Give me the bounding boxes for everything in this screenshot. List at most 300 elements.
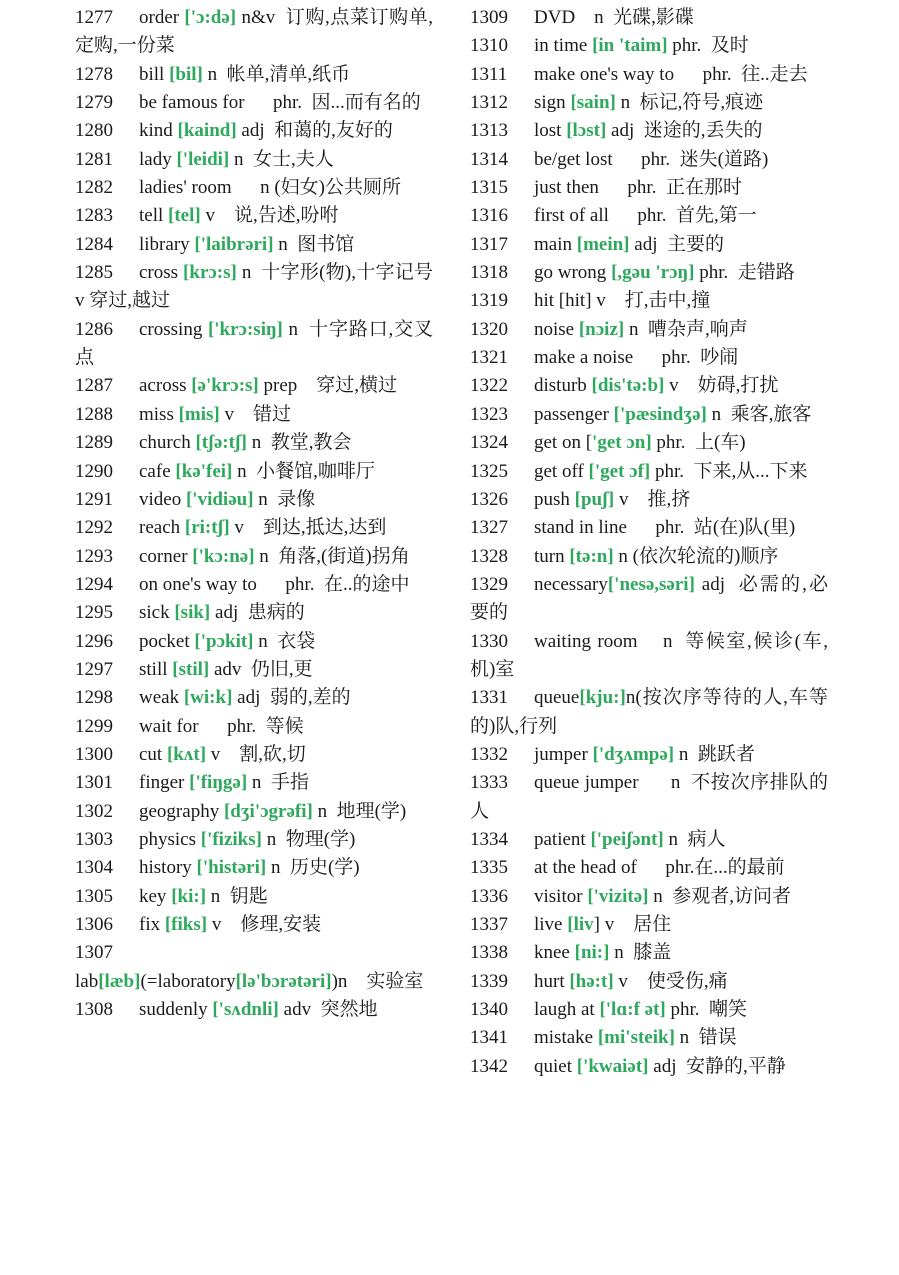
entry-number: 1303 bbox=[75, 828, 113, 850]
entry-text: n 女士,夫人 bbox=[229, 148, 334, 170]
phonetic-transcription: [tel] bbox=[168, 205, 201, 227]
vocab-entry bbox=[470, 174, 828, 202]
entry-text: ] v 居住 bbox=[593, 914, 672, 935]
entry-text: queue bbox=[534, 687, 580, 709]
entry-number: 1337 bbox=[470, 914, 508, 935]
entry-text: adj 迷途的,丢失的 bbox=[606, 120, 763, 142]
entry-text: make one's way to phr. 往..走去 bbox=[534, 63, 808, 85]
entry-number: 1314 bbox=[470, 148, 508, 170]
vocab-entry bbox=[470, 344, 828, 372]
entry-number: 1277 bbox=[75, 7, 113, 28]
entry-number: 1283 bbox=[75, 205, 113, 227]
entry-text: v 修理,安装 bbox=[207, 914, 322, 935]
entry-text: turn bbox=[534, 545, 570, 567]
vocab-entry bbox=[75, 61, 433, 89]
entry-text: suddenly bbox=[139, 999, 213, 1021]
entry-text: in time bbox=[534, 35, 593, 57]
entry-text: go wrong bbox=[534, 262, 612, 284]
entry-text: waiting room n 等候室,候诊(车,机)室 bbox=[470, 630, 828, 680]
entry-number: 1331 bbox=[470, 687, 508, 709]
vocab-entry bbox=[470, 316, 828, 344]
vocab-entry bbox=[470, 458, 828, 486]
entry-text: reach bbox=[139, 517, 185, 539]
entry-number: 1279 bbox=[75, 92, 113, 114]
phonetic-transcription: [puʃ] bbox=[574, 488, 615, 510]
vocab-entry bbox=[75, 854, 433, 882]
entry-text: necessary bbox=[534, 573, 608, 595]
entry-text: phr. 及时 bbox=[667, 35, 749, 57]
phonetic-transcription: ['fiziks] bbox=[200, 828, 262, 850]
entry-number: 1305 bbox=[75, 885, 113, 907]
phonetic-transcription: [krɔ:s] bbox=[183, 262, 237, 284]
vocab-entry bbox=[75, 458, 433, 486]
entry-number: 1291 bbox=[75, 488, 113, 510]
entry-text: ladies' room n (妇女)公共厕所 bbox=[139, 177, 402, 199]
entry-number: 1304 bbox=[75, 857, 113, 879]
entry-text: v 错过 bbox=[219, 403, 292, 425]
entry-text: pocket bbox=[139, 630, 195, 652]
entry-text: laugh at bbox=[534, 999, 600, 1021]
vocab-entry bbox=[470, 543, 828, 571]
phonetic-transcription: [bil] bbox=[169, 63, 203, 85]
entry-text: n 衣袋 bbox=[253, 630, 316, 652]
entry-text: queue jumper n 不按次序排队的人 bbox=[470, 772, 828, 822]
entry-text: crossing bbox=[139, 318, 208, 340]
phonetic-transcription: ['sʌdnli] bbox=[212, 999, 279, 1021]
phonetic-transcription: ['vizitə] bbox=[587, 885, 649, 907]
entry-number: 1294 bbox=[75, 573, 113, 595]
vocab-entry bbox=[75, 996, 433, 1024]
vocab-entry bbox=[75, 174, 433, 202]
entry-text: v 到达,抵达,达到 bbox=[229, 517, 387, 539]
vocab-entry bbox=[75, 713, 433, 741]
entry-text: n 录像 bbox=[253, 488, 316, 510]
vocab-entry bbox=[470, 826, 828, 854]
entry-text: patient bbox=[534, 828, 591, 850]
entry-number: 1284 bbox=[75, 233, 113, 255]
vocab-entry bbox=[470, 146, 828, 174]
entry-text: v 使受伤,痛 bbox=[613, 970, 728, 992]
entry-text: history bbox=[139, 857, 197, 879]
phonetic-transcription: ['get ɔf] bbox=[588, 460, 651, 482]
phonetic-transcription: ['dʒʌmpə] bbox=[592, 743, 675, 765]
phonetic-transcription: [ki:] bbox=[171, 885, 207, 907]
entry-number: 1306 bbox=[75, 914, 113, 935]
entry-number: 1321 bbox=[470, 347, 508, 369]
phonetic-transcription: ['vidiəu] bbox=[185, 488, 254, 510]
entry-text: adv 突然地 bbox=[278, 999, 378, 1021]
entry-text: n (依次轮流的)顺序 bbox=[613, 545, 779, 567]
entry-text: n 角落,(街道)拐角 bbox=[254, 545, 410, 567]
vocab-entry bbox=[75, 429, 433, 457]
entry-number: 1319 bbox=[470, 290, 508, 312]
entry-text: adj 弱的,差的 bbox=[232, 687, 351, 709]
entry-number: 1312 bbox=[470, 92, 508, 114]
entry-text: n 参观者,访问者 bbox=[648, 885, 792, 907]
phonetic-transcription: [dʒi'ɔgrəfi] bbox=[223, 800, 313, 822]
vocab-entry bbox=[75, 231, 433, 259]
entry-text: cross bbox=[139, 262, 184, 284]
entry-text: n 乘客,旅客 bbox=[706, 403, 812, 425]
vocab-entry bbox=[75, 628, 433, 656]
vocab-entry bbox=[75, 372, 433, 400]
entry-text: video bbox=[139, 488, 186, 510]
phonetic-transcription: ['kɔ:nə] bbox=[192, 545, 255, 567]
vocab-entry bbox=[75, 939, 433, 996]
vocab-entry bbox=[75, 656, 433, 684]
vocab-entry bbox=[75, 883, 433, 911]
entry-text: key bbox=[139, 885, 172, 907]
phonetic-transcription: 'get ɔn] bbox=[592, 432, 652, 454]
entry-text: just then phr. 正在那时 bbox=[534, 177, 742, 199]
vocab-entry bbox=[470, 741, 828, 769]
entry-number: 1301 bbox=[75, 772, 113, 794]
entry-text: lady bbox=[139, 148, 177, 170]
entry-number: 1309 bbox=[470, 7, 508, 28]
entry-text: lab bbox=[75, 970, 99, 992]
entry-text: get off bbox=[534, 460, 589, 482]
entry-text: adj 和蔼的,友好的 bbox=[236, 120, 393, 142]
entry-text: n 十字形(物),十字记号 v 穿过,越过 bbox=[75, 262, 471, 312]
entry-number: 1281 bbox=[75, 148, 113, 170]
entry-text: adj 主要的 bbox=[629, 233, 724, 255]
entry-number: 1317 bbox=[470, 233, 508, 255]
phonetic-transcription: ['fiŋgə] bbox=[189, 772, 248, 794]
phonetic-transcription: [ə'krɔ:s] bbox=[191, 375, 259, 397]
entry-text: order bbox=[139, 7, 185, 28]
phonetic-transcription: [sik] bbox=[174, 602, 211, 624]
vocabulary-column-left bbox=[75, 4, 471, 1024]
phonetic-transcription: [ri:tʃ] bbox=[184, 517, 230, 539]
entry-text: phr. 走错路 bbox=[694, 262, 795, 284]
entry-text: )n 实验室 bbox=[331, 970, 424, 992]
entry-text: phr. 下来,从...下来 bbox=[650, 460, 808, 482]
vocab-entry bbox=[470, 769, 828, 826]
phonetic-transcription: [wi:k] bbox=[183, 687, 233, 709]
entry-text: hurt bbox=[534, 970, 570, 992]
entry-number: 1336 bbox=[470, 885, 508, 907]
entry-text: DVD n 光碟,影碟 bbox=[534, 7, 694, 28]
entry-text: get on [ bbox=[534, 432, 593, 454]
vocab-entry bbox=[470, 1024, 828, 1052]
entry-text: v 推,挤 bbox=[614, 488, 691, 510]
phonetic-transcription: [kʌt] bbox=[166, 743, 207, 765]
phonetic-transcription: ['laibrəri] bbox=[194, 233, 274, 255]
entry-number: 1326 bbox=[470, 488, 508, 510]
vocab-entry bbox=[470, 911, 828, 939]
vocab-entry bbox=[470, 89, 828, 117]
phonetic-transcription: [dis'tə:b] bbox=[591, 375, 665, 397]
entry-text: visitor bbox=[534, 885, 588, 907]
vocab-entry bbox=[75, 146, 433, 174]
entry-text: jumper bbox=[534, 743, 593, 765]
phonetic-transcription: [liv bbox=[567, 914, 594, 935]
phonetic-transcription: ['nesə,səri] bbox=[607, 573, 695, 595]
vocab-entry bbox=[470, 202, 828, 230]
vocab-entry bbox=[470, 32, 828, 60]
entry-text: church bbox=[139, 432, 196, 454]
entry-text: make a noise phr. 吵闹 bbox=[534, 347, 739, 369]
phonetic-transcription: [tə:n] bbox=[569, 545, 614, 567]
vocab-entry bbox=[75, 543, 433, 571]
phonetic-transcription: ['leidi] bbox=[176, 148, 230, 170]
vocab-entry bbox=[75, 769, 433, 797]
vocab-entry bbox=[470, 968, 828, 996]
phonetic-transcription: [in 'taim] bbox=[592, 35, 668, 57]
phonetic-transcription: ['lɑ:f ət] bbox=[599, 999, 666, 1021]
entry-number: 1285 bbox=[75, 262, 113, 284]
vocab-entry bbox=[75, 741, 433, 769]
vocab-entry bbox=[470, 628, 828, 685]
phonetic-transcription: [,gəu 'rɔŋ] bbox=[611, 262, 695, 284]
entry-text: v 割,砍,切 bbox=[206, 743, 306, 765]
entry-text: adj 安静的,平静 bbox=[648, 1055, 786, 1077]
entry-number: 1333 bbox=[470, 772, 508, 794]
entry-text: on one's way to phr. 在..的途中 bbox=[139, 573, 410, 595]
entry-number: 1300 bbox=[75, 743, 113, 765]
entry-number: 1310 bbox=[470, 35, 508, 57]
entry-number: 1282 bbox=[75, 177, 113, 199]
entry-text: disturb bbox=[534, 375, 592, 397]
entry-text: cafe bbox=[139, 460, 176, 482]
entry-text: n 错误 bbox=[674, 1027, 737, 1049]
vocab-entry bbox=[75, 401, 433, 429]
entry-text: n 手指 bbox=[247, 772, 309, 794]
vocab-entry bbox=[470, 514, 828, 542]
entry-number: 1313 bbox=[470, 120, 508, 142]
phonetic-transcription: ['kwaiət] bbox=[576, 1055, 649, 1077]
phonetic-transcription: [lɔst] bbox=[566, 120, 607, 142]
vocab-entry bbox=[75, 826, 433, 854]
entry-number: 1290 bbox=[75, 460, 113, 482]
vocab-entry bbox=[470, 996, 828, 1024]
entry-text: mistake bbox=[534, 1027, 598, 1049]
entry-number: 1280 bbox=[75, 120, 113, 142]
vocab-entry bbox=[470, 372, 828, 400]
vocab-entry bbox=[470, 259, 828, 287]
entry-number: 1292 bbox=[75, 517, 113, 539]
entry-text: finger bbox=[139, 772, 190, 794]
entry-number: 1335 bbox=[470, 857, 508, 879]
entry-text: be famous for phr. 因...而有名的 bbox=[139, 92, 421, 114]
vocab-entry bbox=[470, 117, 828, 145]
entry-number: 1311 bbox=[470, 63, 508, 85]
vocabulary-column-right bbox=[470, 4, 828, 1081]
phonetic-transcription: [stil] bbox=[172, 658, 210, 680]
phonetic-transcription: ['krɔ:siŋ] bbox=[207, 318, 283, 340]
phonetic-transcription: [mi'steik] bbox=[597, 1027, 675, 1049]
entry-number: 1295 bbox=[75, 602, 113, 624]
phonetic-transcription: ['pɔkit] bbox=[194, 630, 254, 652]
entry-text: sign bbox=[534, 92, 571, 114]
entry-number: 1324 bbox=[470, 432, 508, 454]
vocab-entry bbox=[470, 883, 828, 911]
entry-number: 1297 bbox=[75, 658, 113, 680]
phonetic-transcription: [lə'bɔrətəri] bbox=[235, 970, 332, 992]
entry-text: quiet bbox=[534, 1055, 577, 1077]
entry-text: physics bbox=[139, 828, 201, 850]
entry-number: 1289 bbox=[75, 432, 113, 454]
entry-text: wait for phr. 等候 bbox=[139, 715, 304, 737]
entry-text: lost bbox=[534, 120, 567, 142]
entry-number: 1341 bbox=[470, 1027, 508, 1049]
phonetic-transcription: [mein] bbox=[576, 233, 630, 255]
phonetic-transcription: ['pæsindʒə] bbox=[613, 403, 707, 425]
phonetic-transcription: [kaind] bbox=[177, 120, 237, 142]
phonetic-transcription: [nɔiz] bbox=[578, 318, 625, 340]
entry-number: 1318 bbox=[470, 262, 508, 284]
entry-text: n 历史(学) bbox=[266, 857, 360, 879]
phonetic-transcription: [sain] bbox=[570, 92, 616, 114]
entry-number: 1307 bbox=[75, 942, 113, 964]
vocab-entry bbox=[75, 599, 433, 627]
entry-number: 1339 bbox=[470, 970, 508, 992]
entry-text: n&v 订购,点菜订购单,定购,一份菜 bbox=[75, 7, 433, 57]
entry-number: 1278 bbox=[75, 63, 113, 85]
entry-text: passenger bbox=[534, 403, 614, 425]
entry-number: 1340 bbox=[470, 999, 508, 1021]
entry-text: sick bbox=[139, 602, 175, 624]
entry-number: 1315 bbox=[470, 177, 508, 199]
entry-text: be/get lost phr. 迷失(道路) bbox=[534, 148, 769, 170]
entry-text: noise bbox=[534, 318, 579, 340]
entry-number: 1329 bbox=[470, 573, 508, 595]
entry-number: 1287 bbox=[75, 375, 113, 397]
vocab-entry bbox=[75, 571, 433, 599]
entry-text: v 妨碍,打扰 bbox=[664, 375, 779, 397]
entry-text: prep 穿过,横过 bbox=[258, 375, 398, 397]
vocab-entry bbox=[75, 798, 433, 826]
phonetic-transcription: [kju:] bbox=[579, 687, 626, 709]
phonetic-transcription: [kə'fei] bbox=[175, 460, 233, 482]
entry-number: 1342 bbox=[470, 1055, 508, 1077]
vocab-entry bbox=[75, 316, 433, 373]
phonetic-transcription: ['ɔ:də] bbox=[184, 7, 237, 28]
entry-text: cut bbox=[139, 743, 167, 765]
entry-number: 1334 bbox=[470, 828, 508, 850]
entry-text: n(按次序等待的人,车等的)队,行列 bbox=[470, 687, 828, 737]
phonetic-transcription: [fiks] bbox=[164, 914, 208, 935]
phonetic-transcription: ['peiʃənt] bbox=[590, 828, 664, 850]
entry-text: n 病人 bbox=[663, 828, 726, 850]
entry-number: 1327 bbox=[470, 517, 508, 539]
vocab-entry bbox=[75, 202, 433, 230]
entry-number: 1328 bbox=[470, 545, 508, 567]
entry-text: n 嘈杂声,响声 bbox=[624, 318, 748, 340]
vocab-entry bbox=[75, 89, 433, 117]
entry-text: n 膝盖 bbox=[609, 942, 672, 964]
entry-number: 1286 bbox=[75, 318, 113, 340]
entry-text: n 小餐馆,咖啡厅 bbox=[232, 460, 375, 482]
entry-number: 1302 bbox=[75, 800, 113, 822]
entry-text: main bbox=[534, 233, 577, 255]
entry-text: fix bbox=[139, 914, 165, 935]
vocab-entry bbox=[75, 514, 433, 542]
entry-text: n 标记,符号,痕迹 bbox=[615, 92, 764, 114]
phonetic-transcription: ['histəri] bbox=[196, 857, 267, 879]
vocab-entry bbox=[75, 486, 433, 514]
entry-number: 1320 bbox=[470, 318, 508, 340]
vocab-entry bbox=[470, 486, 828, 514]
entry-number: 1330 bbox=[470, 630, 508, 652]
entry-text: tell bbox=[139, 205, 169, 227]
entry-text: push bbox=[534, 488, 575, 510]
phonetic-transcription: [mis] bbox=[178, 403, 220, 425]
entry-text: still bbox=[139, 658, 173, 680]
phonetic-transcription: [hə:t] bbox=[569, 970, 614, 992]
entry-number: 1322 bbox=[470, 375, 508, 397]
vocab-entry bbox=[470, 939, 828, 967]
vocab-entry bbox=[470, 401, 828, 429]
entry-number: 1332 bbox=[470, 743, 508, 765]
entry-text: (=laboratory bbox=[140, 970, 236, 992]
vocab-entry bbox=[470, 571, 828, 628]
vocab-entry bbox=[470, 287, 828, 315]
vocab-entry bbox=[470, 61, 828, 89]
vocab-entry bbox=[75, 684, 433, 712]
entry-text: n 跳跃者 bbox=[674, 743, 755, 765]
vocab-entry bbox=[470, 854, 828, 882]
vocab-entry bbox=[75, 911, 433, 939]
entry-text: n 帐单,清单,纸币 bbox=[202, 63, 351, 85]
vocab-entry bbox=[470, 231, 828, 259]
entry-text: v 说,告述,吩咐 bbox=[200, 205, 339, 227]
entry-text: adj 必需的,必要的 bbox=[470, 573, 828, 624]
entry-text: adj 患病的 bbox=[210, 602, 305, 624]
entry-number: 1308 bbox=[75, 999, 113, 1021]
entry-number: 1325 bbox=[470, 460, 508, 482]
entry-number: 1298 bbox=[75, 687, 113, 709]
vocab-entry bbox=[470, 684, 828, 741]
entry-text: across bbox=[139, 375, 192, 397]
entry-text: bill bbox=[139, 63, 170, 85]
entry-text: n 图书馆 bbox=[273, 233, 355, 255]
entry-number: 1316 bbox=[470, 205, 508, 227]
entry-number: 1323 bbox=[470, 403, 508, 425]
entry-number: 1299 bbox=[75, 715, 113, 737]
entry-text: at the head of phr.在...的最前 bbox=[534, 857, 785, 879]
entry-text: n 十字路口,交叉点 bbox=[75, 318, 433, 369]
entry-text: n 物理(学) bbox=[261, 828, 356, 850]
vocab-entry bbox=[470, 1053, 828, 1081]
entry-text: adv 仍旧,更 bbox=[209, 658, 313, 680]
entry-text: miss bbox=[139, 403, 179, 425]
vocab-entry bbox=[75, 259, 471, 316]
entry-text: first of all phr. 首先,第一 bbox=[534, 205, 757, 227]
entry-text: kind bbox=[139, 120, 178, 142]
phonetic-transcription: [læb] bbox=[98, 970, 141, 992]
entry-number: 1293 bbox=[75, 545, 113, 567]
entry-text: hit [hit] v 打,击中,撞 bbox=[534, 290, 711, 312]
entry-number: 1338 bbox=[470, 942, 508, 964]
entry-text: n 教堂,教会 bbox=[247, 432, 352, 454]
entry-text: live bbox=[534, 914, 568, 935]
entry-text: n 钥匙 bbox=[206, 885, 268, 907]
entry-text: phr. 嘲笑 bbox=[665, 999, 748, 1021]
entry-text: weak bbox=[139, 687, 184, 709]
vocab-entry bbox=[470, 429, 828, 457]
entry-text: stand in line phr. 站(在)队(里) bbox=[534, 517, 796, 539]
phonetic-transcription: [ni:] bbox=[574, 942, 610, 964]
entry-number: 1296 bbox=[75, 630, 113, 652]
entry-text: geography bbox=[139, 800, 224, 822]
entry-text: library bbox=[139, 233, 195, 255]
entry-text: knee bbox=[534, 942, 575, 964]
entry-text: corner bbox=[139, 545, 193, 567]
phonetic-transcription: [tʃə:tʃ] bbox=[195, 432, 248, 454]
vocab-entry bbox=[75, 117, 433, 145]
vocab-entry bbox=[470, 4, 828, 32]
